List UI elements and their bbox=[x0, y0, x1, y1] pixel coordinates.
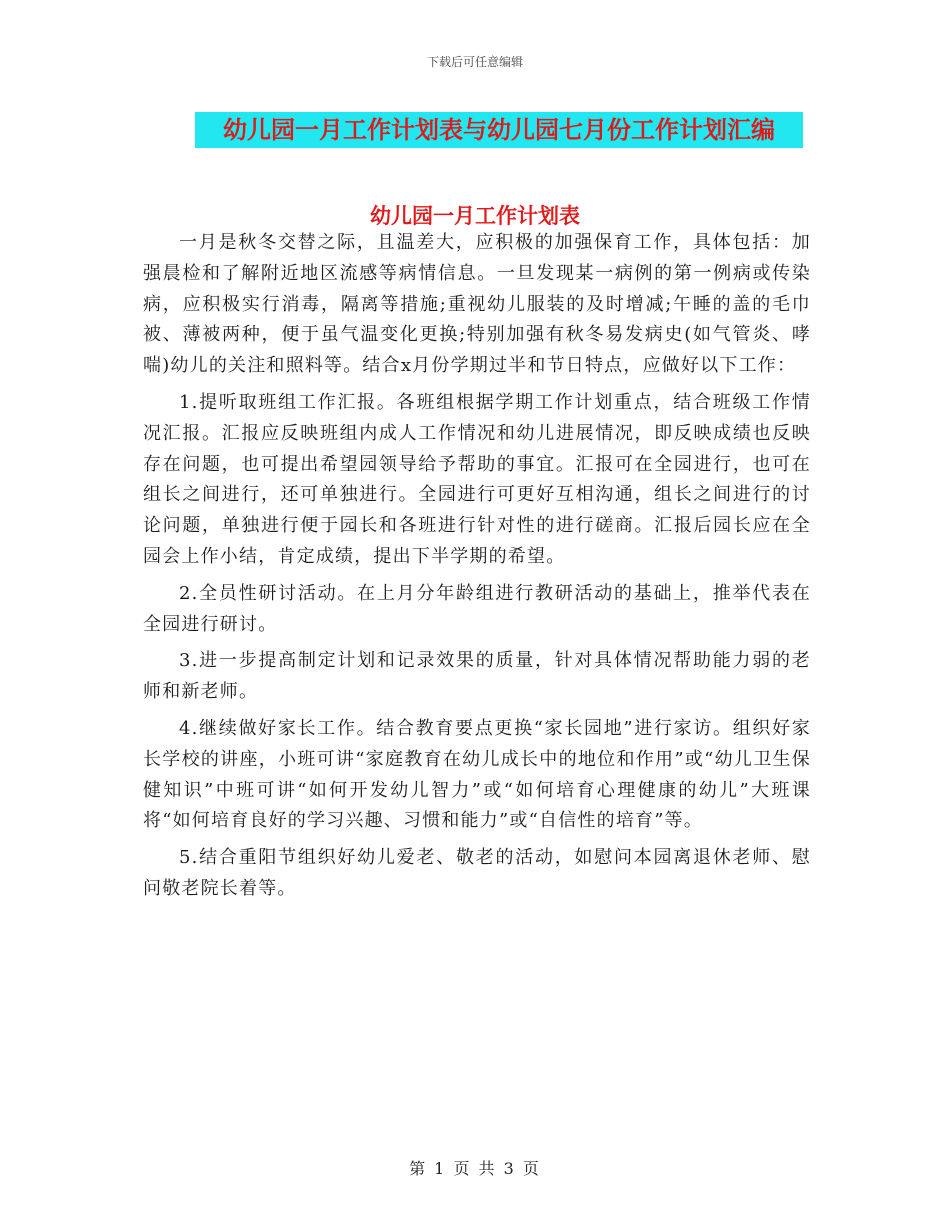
paragraph-item-4: 4.继续做好家长工作。结合教育要点更换“家长园地”进行家访。组织好家长学校的讲座，小班可讲“家庭教育在幼儿成长中的地位和作用”或“幼儿卫生保健知识”中班可讲“如何开发幼儿智力”或“如何培育心理健康的幼儿”大班课将“如何培育良好的学习兴趣、习惯和能力”或“自信性的培育”等。 bbox=[143, 717, 811, 832]
body-text bbox=[143, 228, 811, 911]
section-title: 幼儿园一月工作计划表 bbox=[370, 204, 580, 228]
header-note: 下载后可任意编辑 bbox=[426, 55, 523, 69]
paragraph-item-3: 3.进一步提高制定计划和记录效果的质量，针对具体情况帮助能力弱的老师和新老师。 bbox=[143, 650, 811, 703]
paragraph-item-2: 2.全员性研讨活动。在上月分年龄组进行教研活动的基础上，推举代表在全园进行研讨。 bbox=[143, 582, 811, 635]
paragraph-intro: 一月是秋冬交替之际，且温差大，应积极的加强保育工作，具体包括：加强晨检和了解附近地区流感等病情信息。一旦发现某一病例的第一例病或传染病，应积极实行消毒，隔离等措施;重视幼儿服装的及时增减;午睡的盖的毛巾被、薄被两种，便于虽气温变化更换;特别加强有秋冬易发病史(如气管炎、哮喘)幼儿的关注和照料等。结合x月份学期过半和节日特点，应做好以下工作： bbox=[143, 232, 811, 377]
document-title: 幼儿园一月工作计划表与幼儿园七月份工作计划汇编 bbox=[195, 112, 803, 148]
paragraph-item-5: 5.结合重阳节组织好幼儿爱老、敬老的活动，如慰问本园离退休老师、慰问敬老院长着等。 bbox=[143, 847, 811, 899]
paragraph-item-1: 1.提听取班组工作汇报。各班组根据学期工作计划重点，结合班级工作情况汇报。汇报应反映班组内成人工作情况和幼儿进展情况，即反映成绩也反映存在问题，也可提出希望园领导给予帮助的事宜。汇报可在全园进行，也可在组长之间进行，还可单独进行。全园进行可更好互相沟通，组长之间进行的讨论问题，单独进行便于园长和各班进行针对性的进行磋商。汇报后园长应在全园会上作小结，肯定成绩，提出下半学期的希望。 bbox=[143, 391, 811, 567]
page-number-footer: 第 1 页 共 3 页 bbox=[409, 1159, 541, 1178]
